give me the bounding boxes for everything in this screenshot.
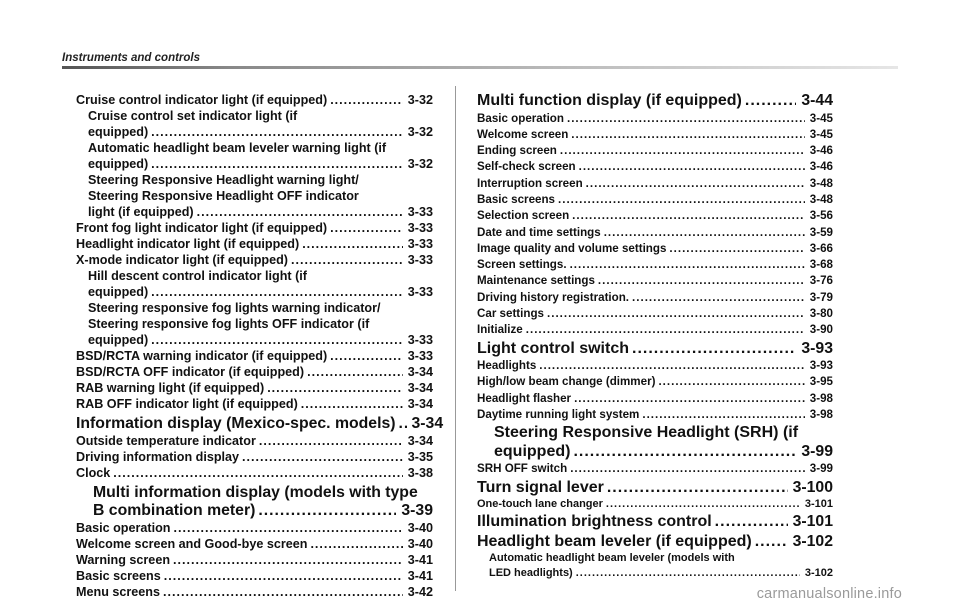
toc-entry-page: 3-40: [407, 521, 433, 535]
toc-entry-title: Steering responsive fog lights warning indicator/: [88, 301, 381, 315]
toc-entry[interactable]: [477, 273, 833, 289]
toc-entry-page: 3-99: [809, 462, 833, 476]
toc-entry[interactable]: [477, 241, 833, 257]
toc-entry[interactable]: [477, 208, 833, 224]
toc-entry[interactable]: [76, 348, 433, 364]
dot-leader: [173, 552, 403, 568]
toc-entry[interactable]: [477, 374, 833, 390]
toc-entry-page: 3-34: [407, 381, 433, 395]
toc-entry-page: 3-33: [407, 349, 433, 363]
toc-entry-title: Welcome screen and Good-bye screen: [76, 537, 308, 551]
toc-entry[interactable]: [76, 268, 433, 300]
running-header: Instruments and controls: [62, 52, 201, 64]
toc-entry-title: equipped): [88, 333, 149, 347]
toc-entry-title: Ending screen: [477, 144, 557, 158]
toc-entry[interactable]: [477, 322, 833, 338]
toc-entry-title: High/low beam change (dimmer): [477, 375, 656, 389]
dot-leader: [572, 208, 805, 224]
toc-entry-title: equipped): [88, 125, 149, 139]
toc-entry-page: 3-95: [809, 375, 833, 389]
dot-leader: [658, 374, 804, 390]
header-rule: [62, 66, 898, 69]
toc-entry[interactable]: [76, 220, 433, 236]
dot-leader: [173, 520, 402, 536]
toc-entry[interactable]: [76, 364, 433, 380]
toc-entry-page: 3-93: [809, 359, 833, 373]
toc-entry-title: LED headlights): [489, 567, 573, 580]
toc-entry-title: equipped): [88, 285, 149, 299]
toc-entry-title: Illumination brightness control: [477, 513, 712, 531]
dot-leader: [164, 568, 403, 584]
dot-leader: [197, 204, 403, 220]
toc-entry-title: Initialize: [477, 323, 523, 337]
toc-entry-page: 3-45: [809, 111, 833, 125]
dot-leader: [151, 284, 403, 300]
toc-entry-page: 3-35: [407, 450, 433, 464]
toc-entry[interactable]: [76, 568, 433, 584]
toc-entry[interactable]: [477, 358, 833, 374]
toc-entry-title: B combination meter): [93, 502, 256, 519]
toc-entry-page: 3-93: [801, 339, 833, 357]
toc-entry[interactable]: [477, 306, 833, 322]
toc-entry-title: Self-check screen: [477, 160, 576, 174]
dot-leader: [570, 257, 805, 273]
toc-entry[interactable]: [477, 257, 833, 273]
toc-entry[interactable]: [76, 484, 433, 520]
dot-leader: [259, 433, 403, 449]
toc-entry-title: Selection screen: [477, 209, 570, 223]
toc-entry-title: Headlight flasher: [477, 391, 572, 405]
toc-entry-page: 3-102: [792, 532, 833, 550]
toc-entry-title: Menu screens: [76, 585, 160, 599]
toc-entry-page: 3-32: [407, 93, 433, 107]
toc-entry-page: 3-38: [407, 466, 433, 480]
dot-leader: [570, 461, 805, 477]
toc-entry-title: Light control switch: [477, 339, 629, 357]
dot-leader: [567, 111, 805, 127]
dot-leader: [604, 225, 805, 241]
toc-entry[interactable]: [477, 340, 833, 359]
toc-entry[interactable]: [76, 536, 433, 552]
toc-entry[interactable]: [76, 108, 433, 140]
toc-entry[interactable]: [477, 479, 833, 498]
toc-entry[interactable]: [76, 465, 433, 481]
toc-entry-title: Interruption screen: [477, 176, 583, 190]
dot-leader: [598, 273, 805, 289]
toc-entry-title: Cruise control set indicator light (if: [88, 109, 298, 123]
watermark: carmanualsonline.info: [756, 586, 902, 602]
toc-entry[interactable]: [477, 533, 833, 552]
dot-leader: [606, 497, 800, 512]
dot-leader: [547, 306, 805, 322]
toc-entry-page: 3-44: [801, 92, 833, 109]
dot-leader: [558, 192, 805, 208]
toc-entry-page: 3-56: [809, 209, 833, 223]
toc-entry[interactable]: [76, 520, 433, 536]
toc-entry-title: Welcome screen: [477, 127, 569, 141]
toc-entry[interactable]: [76, 92, 433, 108]
toc-entry-title: RAB warning light (if equipped): [76, 381, 265, 395]
toc-entry-title: Information display (Mexico-spec. models): [76, 415, 396, 432]
dot-leader: [399, 415, 407, 433]
toc-entry-title: RAB OFF indicator light (if equipped): [76, 397, 298, 411]
toc-entry[interactable]: [76, 415, 444, 433]
toc-entry-page: 3-33: [407, 237, 433, 251]
dot-leader: [745, 92, 797, 111]
toc-entry-page: 3-46: [809, 144, 833, 158]
toc-entry[interactable]: [76, 433, 433, 449]
dot-leader: [586, 176, 805, 192]
toc-entry-title: equipped): [494, 442, 571, 460]
dot-leader: [574, 391, 805, 407]
toc-entry-title: Headlight beam leveler (if equipped): [477, 532, 752, 550]
toc-entry-title: Warning screen: [76, 553, 171, 567]
toc-entry[interactable]: [477, 290, 833, 306]
toc-entry[interactable]: [76, 140, 433, 172]
toc-entry-page: 3-41: [407, 569, 433, 583]
toc-entry-title: Steering Responsive Headlight warning light/: [88, 173, 359, 187]
toc-entry-title: Driving history registration.: [477, 290, 630, 304]
toc-entry-title: Basic screens: [76, 569, 161, 583]
toc-entry-page: 3-32: [407, 125, 433, 139]
dot-leader: [151, 332, 403, 348]
toc-entry-page: 3-34: [407, 365, 433, 379]
toc-entry-page: 3-46: [809, 160, 833, 174]
toc-entry-title: Steering responsive fog lights OFF indicator (if: [88, 317, 370, 331]
dot-leader: [330, 220, 403, 236]
column-divider: [455, 86, 456, 591]
toc-entry-page: 3-48: [809, 176, 833, 190]
dot-leader: [755, 533, 788, 552]
dot-leader: [607, 479, 788, 498]
dot-leader: [151, 124, 403, 140]
toc-entry-title: Headlight indicator light (if equipped): [76, 237, 300, 251]
toc-entry[interactable]: [76, 236, 433, 252]
toc-entry-page: 3-76: [809, 274, 833, 288]
toc-entry-title: Maintenance settings: [477, 274, 595, 288]
toc-entry-title: Steering Responsive Headlight (SRH) (if: [494, 424, 799, 442]
toc-entry-title: Basic operation: [477, 111, 564, 125]
dot-leader: [307, 364, 403, 380]
toc-entry-page: 3-33: [407, 221, 433, 235]
toc-entry-title: Front fog light indicator light (if equipped): [76, 221, 328, 235]
dot-leader: [539, 358, 805, 374]
toc-entry[interactable]: [477, 424, 833, 461]
toc-entry[interactable]: [76, 300, 433, 348]
dot-leader: [560, 143, 805, 159]
toc-entry-page: 3-100: [792, 478, 833, 496]
toc-entry-title: Clock: [76, 466, 111, 480]
toc-entry[interactable]: [76, 252, 433, 268]
toc-entry-page: 3-33: [407, 333, 433, 347]
toc-entry-title: Hill descent control indicator light (if: [88, 269, 308, 283]
toc-entry[interactable]: [477, 391, 833, 407]
toc-entry-page: 3-68: [809, 258, 833, 272]
dot-leader: [267, 380, 403, 396]
toc-entry-page: 3-34: [407, 397, 433, 411]
toc-entry[interactable]: [477, 159, 833, 175]
dot-leader: [669, 241, 804, 257]
dot-leader: [573, 443, 796, 462]
toc-entry-page: 3-42: [407, 585, 433, 599]
toc-entry[interactable]: [76, 396, 433, 412]
toc-entry-page: 3-98: [809, 391, 833, 405]
toc-entry-title: Basic operation: [76, 521, 171, 535]
toc-entry[interactable]: [477, 513, 833, 532]
toc-entry[interactable]: [76, 449, 433, 465]
toc-entry-page: 3-101: [804, 498, 833, 511]
toc-left-column: [76, 92, 444, 600]
toc-entry-title: SRH OFF switch: [477, 462, 568, 476]
toc-entry-page: 3-90: [809, 323, 833, 337]
dot-leader: [310, 536, 402, 552]
toc-entry-title: Automatic headlight beam leveler (models with: [489, 552, 735, 565]
toc-entry-page: 3-59: [809, 225, 833, 239]
toc-entry-page: 3-101: [792, 513, 833, 531]
toc-entry-page: 3-33: [407, 205, 433, 219]
toc-entry[interactable]: [477, 111, 833, 127]
dot-leader: [291, 252, 403, 268]
toc-entry-title: Headlights: [477, 359, 537, 373]
toc-entry[interactable]: [477, 176, 833, 192]
toc-entry-title: light (if equipped): [88, 205, 194, 219]
toc-entry[interactable]: [477, 225, 833, 241]
dot-leader: [330, 92, 403, 108]
toc-entry[interactable]: [477, 461, 833, 477]
toc-entry-page: 3-80: [809, 307, 833, 321]
toc-entry[interactable]: [477, 551, 833, 581]
dot-leader: [576, 566, 800, 581]
toc-entry-title: Automatic headlight beam leveler warning light (if: [88, 141, 387, 155]
toc-entry-title: equipped): [88, 157, 149, 171]
toc-entry-title: Daytime running light system: [477, 408, 640, 422]
dot-leader: [242, 449, 403, 465]
dot-leader: [715, 513, 788, 532]
toc-entry[interactable]: [76, 380, 433, 396]
toc-entry-page: 3-33: [407, 285, 433, 299]
toc-entry-page: 3-45: [809, 127, 833, 141]
toc-entry-page: 3-41: [407, 553, 433, 567]
toc-entry-page: 3-98: [809, 408, 833, 422]
dot-leader: [330, 348, 403, 364]
dot-leader: [113, 465, 402, 481]
dot-leader: [526, 322, 805, 338]
dot-leader: [301, 396, 403, 412]
toc-entry-title: Outside temperature indicator: [76, 434, 256, 448]
toc-entry-title: Cruise control indicator light (if equipped): [76, 93, 328, 107]
toc-entry-page: 3-39: [401, 502, 433, 519]
toc-entry[interactable]: [477, 497, 833, 512]
dot-leader: [642, 407, 804, 423]
toc-entry-title: BSD/RCTA warning indicator (if equipped): [76, 349, 328, 363]
toc-entry-page: 3-32: [407, 157, 433, 171]
dot-leader: [632, 290, 805, 306]
toc-entry-title: Image quality and volume settings: [477, 241, 667, 255]
toc-entry-title: Multi information display (models with type: [93, 484, 418, 501]
toc-entry-page: 3-48: [809, 192, 833, 206]
toc-entry-title: Screen settings.: [477, 258, 567, 272]
toc-entry[interactable]: [76, 552, 433, 568]
toc-entry-title: One-touch lane changer: [477, 498, 603, 511]
toc-entry-title: Multi function display (if equipped): [477, 92, 742, 109]
toc-entry-title: Car settings: [477, 307, 545, 321]
toc-entry-title: Turn signal lever: [477, 478, 604, 496]
dot-leader: [302, 236, 403, 252]
dot-leader: [163, 584, 403, 600]
toc-entry-page: 3-34: [407, 434, 433, 448]
toc-entry-title: Steering Responsive Headlight OFF indicator: [88, 189, 359, 203]
toc-entry[interactable]: [477, 407, 833, 423]
dot-leader: [579, 159, 805, 175]
toc-entry[interactable]: [76, 172, 433, 220]
dot-leader: [258, 502, 396, 520]
toc-entry-page: 3-79: [809, 290, 833, 304]
toc-entry-title: Driving information display: [76, 450, 240, 464]
toc-entry-title: BSD/RCTA OFF indicator (if equipped): [76, 365, 305, 379]
toc-entry-page: 3-33: [407, 253, 433, 267]
dot-leader: [151, 156, 403, 172]
toc-entry-title: Date and time settings: [477, 225, 601, 239]
toc-entry-page: 3-34: [411, 415, 444, 432]
toc-entry-page: 3-102: [804, 567, 833, 580]
toc-entry-page: 3-66: [809, 241, 833, 255]
dot-leader: [571, 127, 804, 143]
toc-entry[interactable]: [76, 584, 433, 600]
toc-entry[interactable]: [477, 192, 833, 208]
toc-entry[interactable]: [477, 127, 833, 143]
toc-entry-page: 3-40: [407, 537, 433, 551]
dot-leader: [632, 340, 796, 359]
toc-entry-title: X-mode indicator light (if equipped): [76, 253, 288, 267]
toc-right-column: [477, 92, 833, 581]
toc-entry[interactable]: [477, 143, 833, 159]
toc-entry-title: Basic screens: [477, 192, 555, 206]
toc-entry-page: 3-99: [801, 442, 833, 460]
toc-entry[interactable]: [477, 92, 833, 111]
